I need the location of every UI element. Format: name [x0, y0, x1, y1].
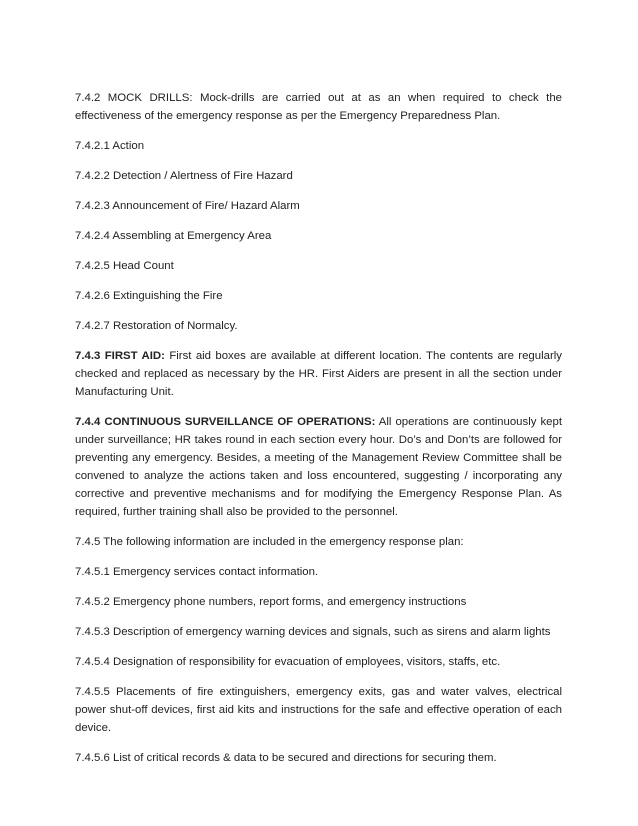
surveillance-heading: 7.4.4 CONTINUOUS SURVEILLANCE OF OPERATIONS: [75, 416, 376, 428]
paragraph-evacuation: 7.4.5.4 Designation of responsibility for evacuation of employees, visitors, staffs, etc. [75, 656, 501, 668]
paragraph-mock-drills: 7.4.2 MOCK DRILLS: Mock-drills are carried out at as an when required to check the effectiveness of the emergency response as per the Emergency Preparedness Plan. [75, 92, 562, 122]
paragraph-restoration: 7.4.2.7 Restoration of Normalcy. [75, 320, 238, 332]
paragraph-info-intro: 7.4.5 The following information are included in the emergency response plan: [75, 536, 464, 548]
paragraph-contact-info: 7.4.5.1 Emergency services contact information. [75, 566, 319, 578]
paragraph-action: 7.4.2.1 Action [75, 140, 145, 152]
paragraph-placements: 7.4.5.5 Placements of fire extinguishers, emergency exits, gas and water valves, electrical power shut-off devices, first aid kits and instructions for the safe and effective operation of each device. [75, 686, 562, 734]
paragraph-extinguishing: 7.4.2.6 Extinguishing the Fire [75, 290, 223, 302]
paragraph-assembling: 7.4.2.4 Assembling at Emergency Area [75, 230, 272, 242]
paragraph-detection: 7.4.2.2 Detection / Alertness of Fire Hazard [75, 170, 293, 182]
first-aid-heading: 7.4.3 FIRST AID: [75, 350, 165, 362]
paragraph-announcement: 7.4.2.3 Announcement of Fire/ Hazard Alarm [75, 200, 300, 212]
paragraph-critical-records: 7.4.5.6 List of critical records & data to be secured and directions for securing them. [75, 752, 497, 764]
surveillance-text: All operations are continuously kept under surveillance; HR takes round in each section every hour. Do’s and Don’ts are followed for preventing any emergency. Besides, a meeting of the Management Review Committee shall be convened to analyze the actions taken and loss encountered, suggesting / incorporating any corrective and preventive mechanisms and for modifying the Emergency Response Plan. As required, further training shall also be provided to the personnel. [75, 416, 562, 518]
document-page [75, 89, 562, 779]
paragraph-first-aid [75, 347, 562, 401]
first-aid-text: First aid boxes are available at different location. The contents are regularly checked and replaced as necessary by the HR. First Aiders are present in all the section under Manufacturing Unit. [75, 350, 562, 398]
paragraph-surveillance [75, 413, 562, 521]
paragraph-warning-devices: 7.4.5.3 Description of emergency warning devices and signals, such as sirens and alarm lights [75, 626, 551, 638]
paragraph-head-count: 7.4.2.5 Head Count [75, 260, 174, 272]
paragraph-phone-numbers: 7.4.5.2 Emergency phone numbers, report forms, and emergency instructions [75, 596, 467, 608]
